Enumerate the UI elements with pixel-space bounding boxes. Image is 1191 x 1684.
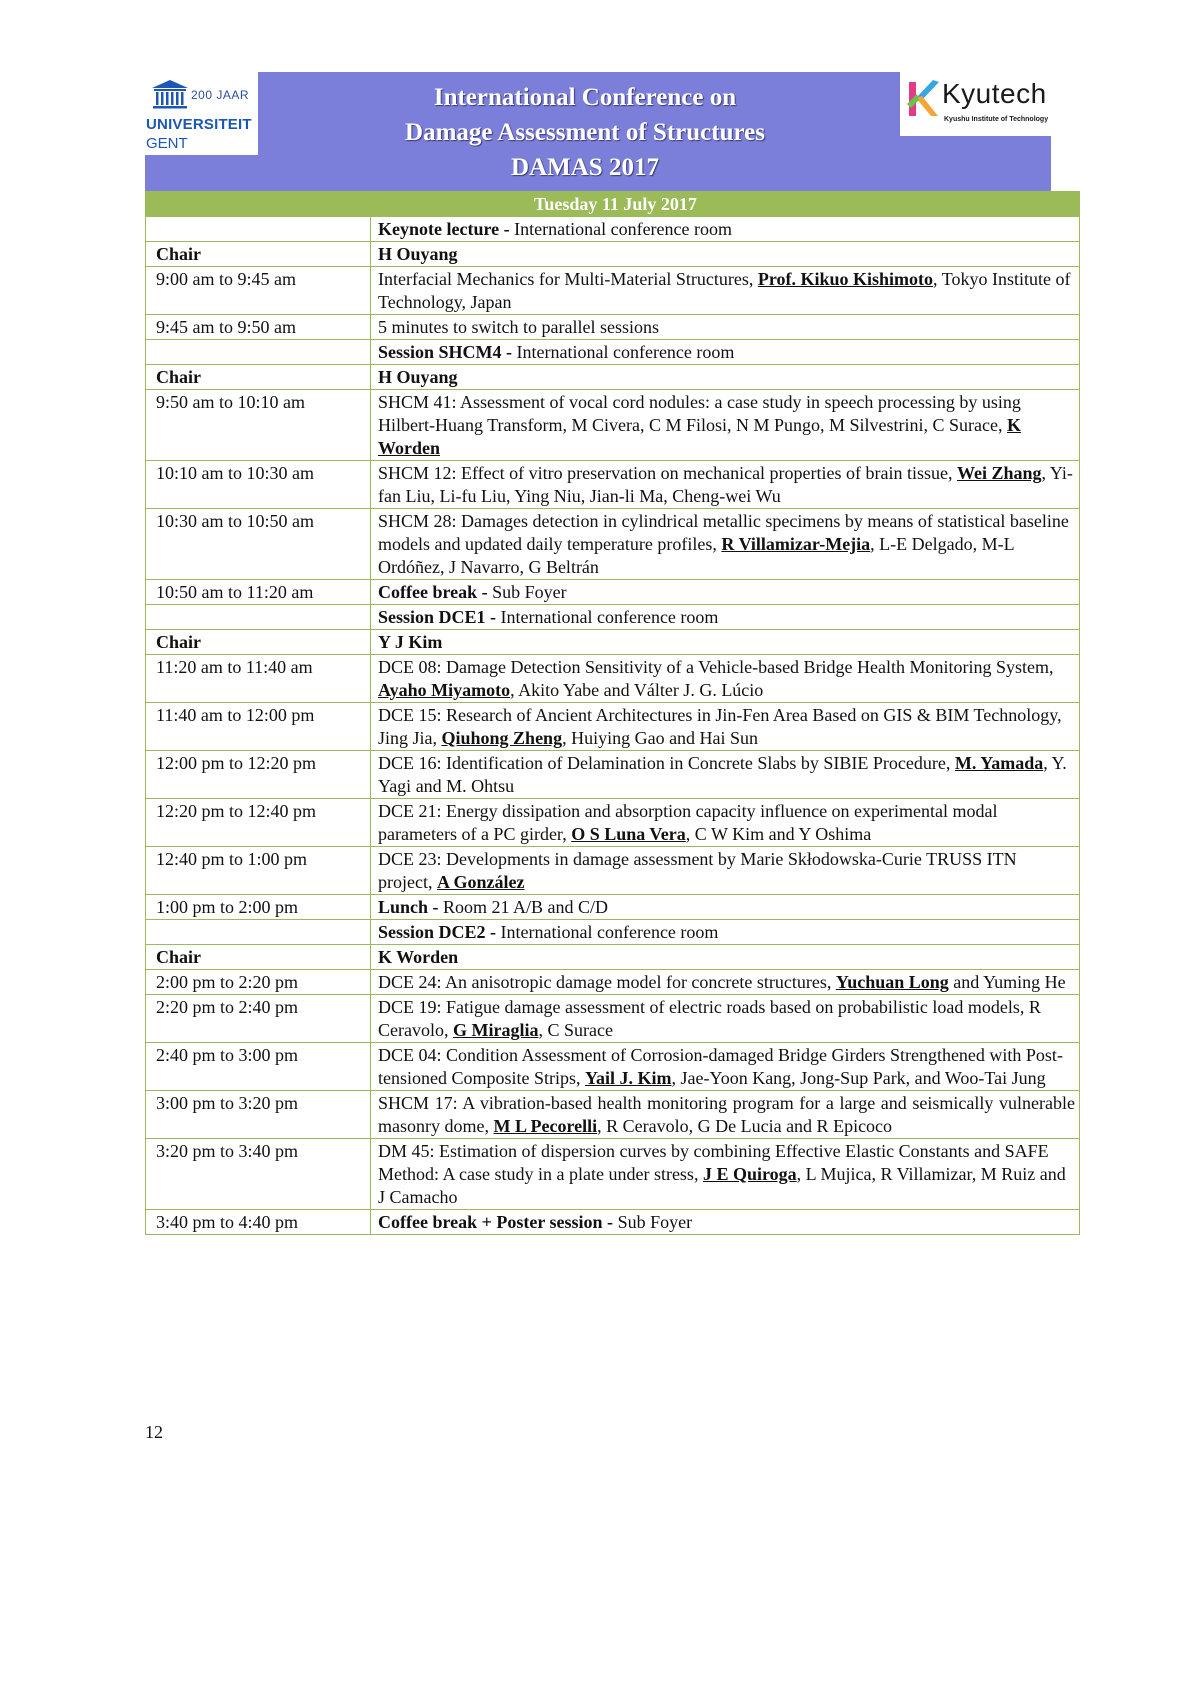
- time-slot: [146, 340, 371, 365]
- description-text: International conference room: [514, 219, 733, 239]
- time-slot: [146, 217, 371, 242]
- presenting-author: Ayaho Miyamoto: [378, 680, 511, 700]
- session-heading: Coffee break -: [378, 582, 493, 602]
- schedule-row: [146, 605, 1080, 630]
- description-text: DCE 04: Condition Assessment of Corrosion-damaged Bridge Girders Strengthened with Post-tensioned Composite Strips,: [378, 1045, 1063, 1088]
- presenting-author: A González: [436, 872, 525, 892]
- schedule-row: [146, 1043, 1080, 1091]
- chair-label: Chair: [146, 630, 371, 655]
- time-slot: 10:30 am to 10:50 am: [146, 509, 371, 580]
- time-slot: 1:00 pm to 2:00 pm: [146, 895, 371, 920]
- session-description: [371, 217, 1080, 242]
- presenting-author: Qiuhong Zheng: [441, 728, 563, 748]
- schedule-row: [146, 1139, 1080, 1210]
- session-description: [371, 340, 1080, 365]
- schedule-row: [146, 995, 1080, 1043]
- session-description: [371, 605, 1080, 630]
- time-slot: 9:00 am to 9:45 am: [146, 267, 371, 315]
- description-text: International conference room: [500, 922, 719, 942]
- time-slot: [146, 920, 371, 945]
- session-description: [371, 655, 1080, 703]
- time-slot: 3:00 pm to 3:20 pm: [146, 1091, 371, 1139]
- schedule-row: [146, 340, 1080, 365]
- description-text: , C Surace: [538, 1020, 613, 1040]
- schedule-row: [146, 895, 1080, 920]
- time-slot: 2:00 pm to 2:20 pm: [146, 970, 371, 995]
- schedule-row: [146, 509, 1080, 580]
- session-description: [371, 751, 1080, 799]
- description-text: , Jae-Yoon Kang, Jong-Sup Park, and Woo-Tai Jung: [671, 1068, 1046, 1088]
- session-description: [371, 1091, 1080, 1139]
- description-text: International conference room: [516, 342, 735, 362]
- description-text: SHCM 12: Effect of vitro preservation on mechanical properties of brain tissue,: [378, 463, 958, 483]
- session-description: [371, 847, 1080, 895]
- schedule-row: [146, 217, 1080, 242]
- description-text: , Huiying Gao and Hai Sun: [562, 728, 759, 748]
- chair-label: Chair: [146, 945, 371, 970]
- day-title: Tuesday 11 July 2017: [146, 192, 1080, 217]
- time-slot: 12:00 pm to 12:20 pm: [146, 751, 371, 799]
- presenting-author: Prof. Kikuo Kishimoto: [757, 269, 934, 289]
- description-text: DCE 23: Developments in damage assessment by Marie Skłodowska-Curie TRUSS ITN project,: [378, 849, 1017, 892]
- description-text: DCE 21: Energy dissipation and absorption capacity influence on experimental modal parameters of a PC girder,: [378, 801, 998, 844]
- schedule-row: [146, 1210, 1080, 1235]
- schedule-row: [146, 1091, 1080, 1139]
- presenting-author: G Miraglia: [452, 1020, 539, 1040]
- kyutech-k-icon: [905, 76, 941, 120]
- presenting-author: M L Pecorelli: [493, 1116, 598, 1136]
- time-slot: 11:40 am to 12:00 pm: [146, 703, 371, 751]
- session-description: [371, 920, 1080, 945]
- schedule-row: [146, 751, 1080, 799]
- session-description: [371, 970, 1080, 995]
- presenting-author: Wei Zhang: [957, 463, 1042, 483]
- chair-label: Chair: [146, 242, 371, 267]
- description-text: and Yuming He: [948, 972, 1066, 992]
- logo-anniversary-text: 200 JAAR: [191, 88, 250, 102]
- description-text: 5 minutes to switch to parallel sessions: [378, 317, 659, 337]
- schedule-row: [146, 945, 1080, 970]
- description-text: DCE 19: Fatigue damage assessment of electric roads based on probabilistic load models, R Ceravolo,: [378, 997, 1041, 1040]
- session-description: [371, 390, 1080, 461]
- schedule-row: [146, 655, 1080, 703]
- session-heading: K Worden: [378, 947, 459, 967]
- time-slot: 10:50 am to 11:20 am: [146, 580, 371, 605]
- schedule-row: [146, 315, 1080, 340]
- time-slot: 10:10 am to 10:30 am: [146, 461, 371, 509]
- description-text: , L-E Delgado, M-L Ordóñez, J Navarro, G Beltrán: [378, 534, 1014, 577]
- time-slot: 12:20 pm to 12:40 pm: [146, 799, 371, 847]
- logo-city-text: GENT: [146, 135, 188, 152]
- page-number: 12: [145, 1422, 163, 1442]
- presenting-author: R Villamizar-Mejia: [721, 534, 871, 554]
- session-heading: H Ouyang: [378, 244, 458, 264]
- time-slot: 3:20 pm to 3:40 pm: [146, 1139, 371, 1210]
- description-text: Interfacial Mechanics for Multi-Material Structures,: [378, 269, 758, 289]
- time-slot: 3:40 pm to 4:40 pm: [146, 1210, 371, 1235]
- description-text: DCE 15: Research of Ancient Architectures in Jin-Fen Area Based on GIS & BIM Technology, Jing Jia,: [378, 705, 1062, 748]
- time-slot: 12:40 pm to 1:00 pm: [146, 847, 371, 895]
- session-heading: Coffee break + Poster session -: [378, 1212, 618, 1232]
- kyutech-subtitle: Kyushu Institute of Technology: [944, 116, 1049, 123]
- presenting-author: M. Yamada: [954, 753, 1044, 773]
- session-heading: Session SHCM4 -: [378, 342, 517, 362]
- kyutech-name: Kyutech: [942, 78, 1047, 109]
- schedule-row: [146, 799, 1080, 847]
- schedule-row: [146, 847, 1080, 895]
- schedule-row: [146, 580, 1080, 605]
- description-text: SHCM 41: Assessment of vocal cord nodules: a case study in speech processing by using Hilbert-Huang Transform, M Civera, C M Filosi, N M Pungo, M Silvestrini, C Surace,: [378, 392, 1021, 435]
- schedule-row: [146, 365, 1080, 390]
- title-line: International Conference on: [433, 84, 737, 111]
- presenting-author: Yuchuan Long: [835, 972, 949, 992]
- presenting-author: J E Quiroga: [702, 1164, 797, 1184]
- description-text: DCE 24: An anisotropic damage model for concrete structures,: [378, 972, 836, 992]
- description-text: , Tokyo Institute of Technology, Japan: [378, 269, 1071, 312]
- chair-label: Chair: [146, 365, 371, 390]
- schedule-row: [146, 461, 1080, 509]
- logo-university-text: UNIVERSITEIT: [146, 116, 252, 133]
- ghent-university-logo: [145, 72, 258, 155]
- session-description: [371, 365, 1080, 390]
- time-slot: 11:20 am to 11:40 am: [146, 655, 371, 703]
- session-description: [371, 1139, 1080, 1210]
- description-text: , Y. Yagi and M. Ohtsu: [378, 753, 1067, 796]
- kyutech-logo: [900, 72, 1051, 136]
- description-text: International conference room: [500, 607, 719, 627]
- schedule-row: [146, 970, 1080, 995]
- session-description: [371, 1210, 1080, 1235]
- description-text: Sub Foyer: [617, 1212, 693, 1232]
- schedule-row: [146, 267, 1080, 315]
- presenting-author: Yail J. Kim: [585, 1068, 672, 1088]
- day-header-row: [146, 192, 1080, 217]
- description-text: Sub Foyer: [492, 582, 567, 602]
- session-description: [371, 945, 1080, 970]
- session-description: [371, 267, 1080, 315]
- schedule-row: [146, 703, 1080, 751]
- schedule-row: [146, 390, 1080, 461]
- conference-title: [325, 80, 845, 185]
- presenting-author: K Worden: [378, 415, 1022, 458]
- conference-banner: [145, 72, 1051, 191]
- session-description: [371, 461, 1080, 509]
- university-building-icon: [150, 78, 190, 112]
- time-slot: 2:40 pm to 3:00 pm: [146, 1043, 371, 1091]
- schedule-row: [146, 242, 1080, 267]
- description-text: SHCM 28: Damages detection in cylindrical metallic specimens by means of statistical baseline models and updated daily temperature profiles,: [378, 511, 1069, 554]
- session-description: [371, 580, 1080, 605]
- session-heading: Session DCE2 -: [378, 922, 501, 942]
- schedule-row: [146, 630, 1080, 655]
- description-text: Room 21 A/B and C/D: [443, 897, 609, 917]
- schedule-row: [146, 920, 1080, 945]
- time-slot: 9:45 am to 9:50 am: [146, 315, 371, 340]
- session-description: [371, 703, 1080, 751]
- description-text: DCE 16: Identification of Delamination in Concrete Slabs by SIBIE Procedure,: [378, 753, 955, 773]
- session-description: [371, 799, 1080, 847]
- description-text: DCE 08: Damage Detection Sensitivity of a Vehicle-based Bridge Health Monitoring System,: [378, 657, 1054, 677]
- title-line: Damage Assessment of Structures: [405, 119, 765, 146]
- description-text: , Yi-fan Liu, Li-fu Liu, Ying Niu, Jian-li Ma, Cheng-wei Wu: [378, 463, 1073, 506]
- session-heading: Y J Kim: [378, 632, 443, 652]
- session-description: [371, 995, 1080, 1043]
- schedule-table: [145, 191, 1080, 1235]
- presenting-author: O S Luna Vera: [571, 824, 686, 844]
- session-description: [371, 630, 1080, 655]
- description-text: , R Ceravolo, G De Lucia and R Epicoco: [597, 1116, 893, 1136]
- session-heading: Session DCE1 -: [378, 607, 501, 627]
- description-text: , L Mujica, R Villamizar, M Ruiz and J Camacho: [378, 1164, 1066, 1207]
- session-heading: Lunch -: [378, 897, 444, 917]
- session-description: [371, 895, 1080, 920]
- description-text: , C W Kim and Y Oshima: [685, 824, 872, 844]
- description-text: , Akito Yabe and Válter J. G. Lúcio: [510, 680, 764, 700]
- description-text: DM 45: Estimation of dispersion curves by combining Effective Elastic Constants and SAFE Method: A case study in a plate under stress,: [378, 1141, 1049, 1184]
- session-heading: Keynote lecture -: [378, 219, 515, 239]
- time-slot: [146, 605, 371, 630]
- session-description: [371, 242, 1080, 267]
- description-text: SHCM 17: A vibration-based health monitoring program for a large and seismically vulnerable masonry dome,: [378, 1093, 1075, 1136]
- time-slot: 9:50 am to 10:10 am: [146, 390, 371, 461]
- session-description: [371, 509, 1080, 580]
- session-heading: H Ouyang: [378, 367, 458, 387]
- title-line: DAMAS 2017: [511, 154, 659, 181]
- session-description: [371, 1043, 1080, 1091]
- time-slot: 2:20 pm to 2:40 pm: [146, 995, 371, 1043]
- session-description: [371, 315, 1080, 340]
